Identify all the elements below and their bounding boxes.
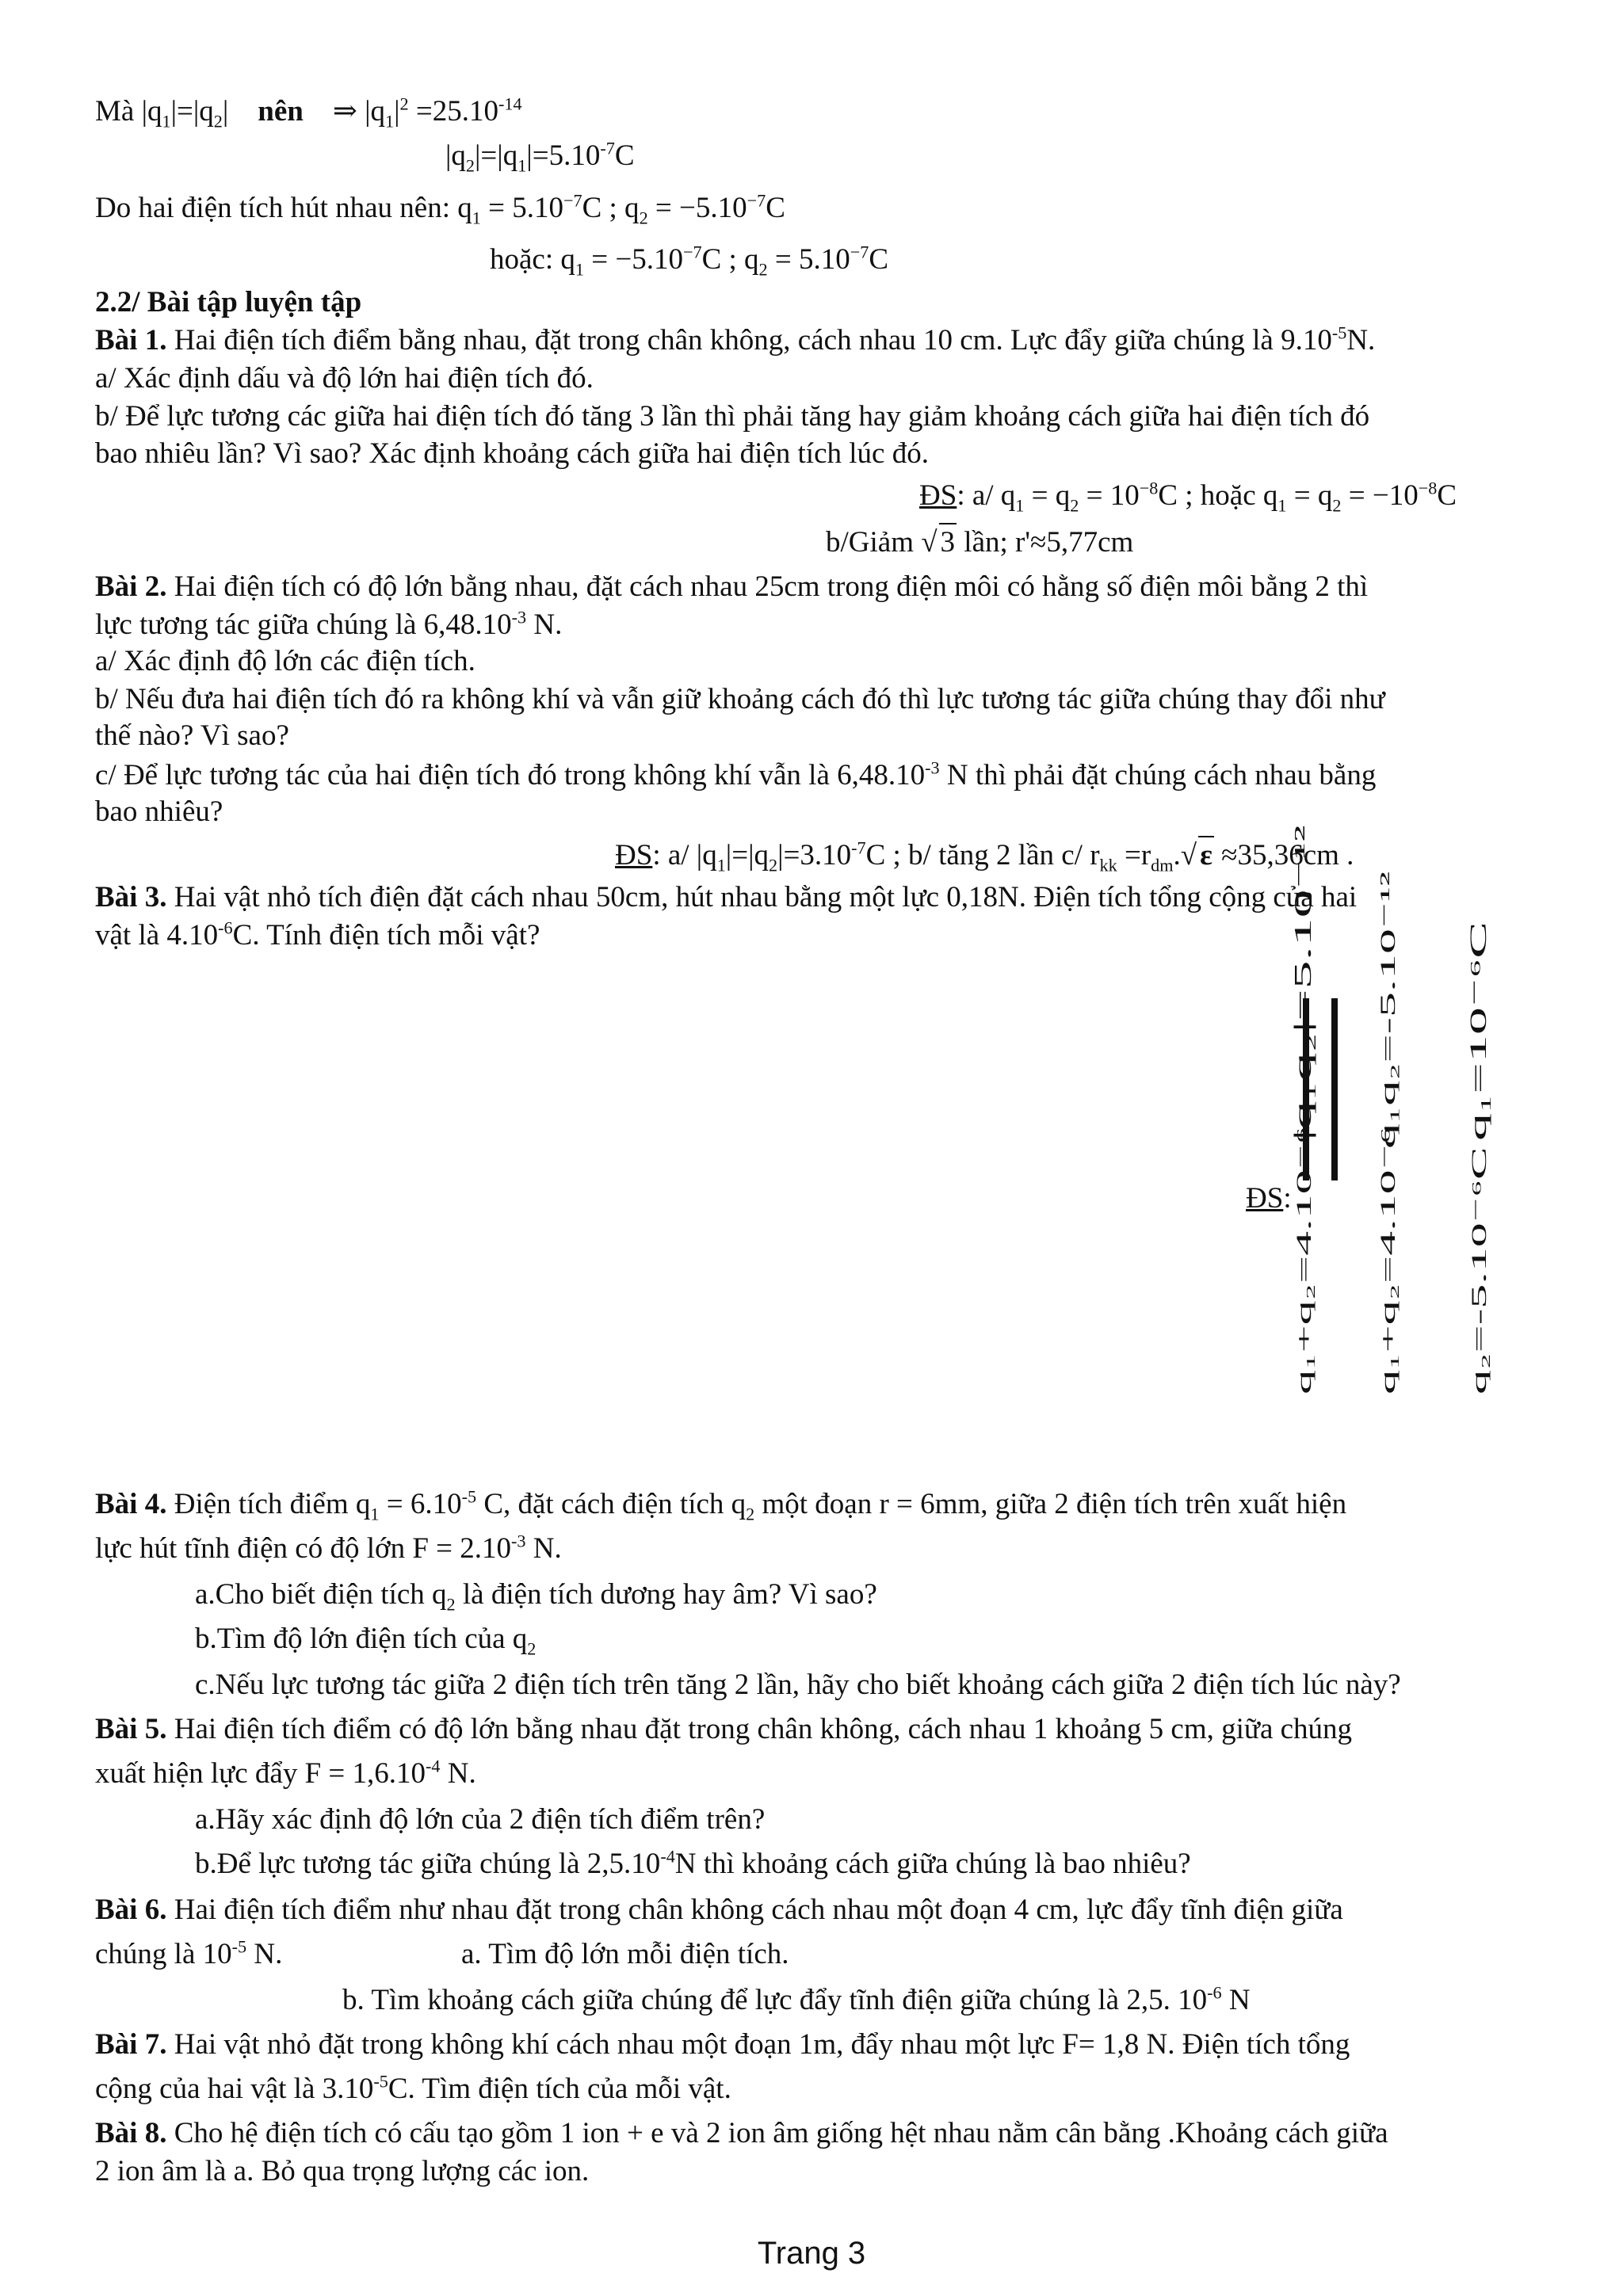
derivation-line-4: hoặc: $q_1 = -5.10^{-7}C$ ; $q_2 = 5.10^{-7}C$: [490, 242, 889, 280]
bai2-part-b-line1: b/ Nếu đưa hai điện tích đó ra không khí và vẫn giữ khoảng cách đó thì lực tương tác giữa chúng thay đổi như: [95, 683, 1385, 715]
bai8-statement-line2: 2 ion âm là a. Bỏ qua trọng lượng các ion.: [95, 2155, 590, 2187]
bai2-part-b-line2: thế nào? Vì sao?: [95, 719, 289, 752]
bai1-statement: Bài 1. Hai điện tích điểm bằng nhau, đặt trong chân không, cách nhau 10 cm. Lực đẩy giữa chúng là $9.10^{-5}N$.: [95, 322, 1376, 357]
bai2-answer: ĐS: a/ $|q_1|=|q_2|=3.10^{-7}C$ ; b/ tăng 2 lần c/ $r_{kk} =r_{dm}.√$ ε ≈35,36cm .: [615, 836, 1354, 874]
bai7-statement-line1: Bài 7. Hai vật nhỏ đặt trong không khí cách nhau một đoạn 1m, đẩy nhau một lực F= 1,8 N. Điện tích tổng: [95, 2028, 1350, 2061]
bai4-statement-line2: lực hút tĩnh điện có độ lớn $F = 2.10^{-3}$ N.: [95, 1531, 562, 1565]
bai8-statement-line1: Bài 8. Cho hệ điện tích có cấu tạo gồm 1 ion + e và 2 ion âm giống hệt nhau nằm cân bằng .Khoảng cách giữa: [95, 2117, 1388, 2149]
bai3-answer-image: [1289, 825, 1553, 1410]
bai4-statement-line1: Bài 4. Điện tích điểm $q_1 = 6.10^{-5}$ C, đặt cách điện tích $q_2$ một đoạn r = 6mm, giữa 2 điện tích trên xuất hiện: [95, 1486, 1347, 1524]
bai2-part-c-line1: c/ Để lực tương tác của hai điện tích đó trong không khí vẫn là $6,48.10^{-3}$ N thì phải đặt chúng cách nhau bằng: [95, 757, 1377, 791]
bai4-part-a: a.Cho biết điện tích $q_2$ là điện tích dương hay âm? Vì sao?: [195, 1578, 877, 1615]
bai2-part-a: a/ Xác định độ lớn các điện tích.: [95, 645, 475, 677]
ans-r2-c3: q₂=-5.10⁻⁶C: [1468, 1146, 1491, 1394]
ans-r1-c1: |q₁q₂|=5.10⁻¹²: [1289, 825, 1316, 1141]
bai2-statement-line1: Bài 2. Hai điện tích có độ lớn bằng nhau, đặt cách nhau 25cm trong điện môi có hằng số điện môi bằng 2 thì: [95, 570, 1369, 603]
bai6-part-a: a. Tìm độ lớn mỗi điện tích.: [461, 1938, 789, 1970]
derivation-line-2: $|q_2|=|q_1|=5.10^{-7}C$: [445, 138, 635, 176]
derivation-line-1: Mà $|q_1|=|q_2|$ nên ⇒ $|q_1|^2 =25.10^{-14}$: [95, 93, 522, 132]
bai2-part-c-line2: bao nhiêu?: [95, 795, 223, 828]
bai1-answer-b: b/Giảm √ 3 lần; r'≈5,77cm: [826, 523, 1133, 561]
bai5-statement-line1: Bài 5. Hai điện tích điểm có độ lớn bằng nhau đặt trong chân không, cách nhau 1 khoảng 5 cm, giữa chúng: [95, 1713, 1353, 1745]
ans-r1-c2: q₁q₂=-5.10⁻¹²: [1375, 871, 1400, 1149]
bai5-part-a: a.Hãy xác định độ lớn của 2 điện tích điểm trên?: [195, 1803, 766, 1836]
bai4-part-b: b.Tìm độ lớn điện tích của $q_2$: [195, 1623, 537, 1659]
page-number: Trang 3: [757, 2236, 866, 2271]
bai3-statement-line1: Bài 3. Hai vật nhỏ tích điện đặt cách nhau 50cm, hút nhau bằng một lực 0,18N. Điện tích tổng cộng của hai: [95, 881, 1358, 913]
bai7-statement-line2: cộng của hai vật là $3.10^{-5}C$. Tìm điện tích của mỗi vật.: [95, 2071, 731, 2105]
bai2-statement-line2: lực tương tác giữa chúng là $6,48.10^{-3}$ N.: [95, 607, 563, 641]
bai1-answer: ĐS: a/ $q_1 = q_2 = 10^{-8}C$ ; hoặc $q_1 = q_2 = -10^{-8}C$: [919, 478, 1457, 516]
bai1-part-b-line1: b/ Để lực tương các giữa hai điện tích đó tăng 3 lần thì phải tăng hay giảm khoảng cách giữa hai điện tích đó: [95, 400, 1370, 433]
ans-r2-c2: q₁+q₂=4.10⁻⁶: [1377, 1127, 1400, 1394]
bai6-statement-line1: Bài 6. Hai điện tích điểm như nhau đặt trong chân không cách nhau một đoạn 4 cm, lực đẩy tĩnh điện giữa: [95, 1894, 1343, 1926]
bai5-statement-line2: xuất hiện lực đẩy $F = 1,6.10^{-4}$ N.: [95, 1756, 476, 1790]
bai1-part-b-line2: bao nhiêu lần? Vì sao? Xác định khoảng cách giữa hai điện tích lúc đó.: [95, 437, 929, 470]
bai1-part-a: a/ Xác định dấu và độ lớn hai điện tích đó.: [95, 362, 594, 395]
bai5-part-b: b.Để lực tương tác giữa chúng là $2,5.10^{-4}N$ thì khoảng cách giữa chúng là bao nhiêu?: [195, 1846, 1191, 1880]
bai3-statement-line2: vật là $4.10^{-6}C$. Tính điện tích mỗi vật?: [95, 917, 540, 952]
section-title: 2.2/ Bài tập luyện tập: [95, 286, 362, 318]
ans-r2-c1: q₁+q₂=4.10⁻⁶: [1293, 1127, 1316, 1394]
bai4-part-c: c.Nếu lực tương tác giữa 2 điện tích trên tăng 2 lần, hãy cho biết khoảng cách giữa 2 điện tích lúc này?: [195, 1669, 1401, 1701]
ans-r1-c3: q₁=10⁻⁶C: [1465, 921, 1491, 1141]
derivation-line-3: Do hai điện tích hút nhau nên: $q_1 = 5.10^{-7}C$ ; $q_2 = -5.10^{-7}C$: [95, 190, 785, 228]
bai6-statement-line2: chúng là $10^{-5}$ N.: [95, 1936, 283, 1970]
bai3-answer-label: ĐS:: [1246, 1182, 1292, 1215]
bai6-part-b: b. Tìm khoảng cách giữa chúng để lực đẩy tĩnh điện giữa chúng là 2,5. $10^{-6}$ N: [342, 1982, 1251, 2016]
